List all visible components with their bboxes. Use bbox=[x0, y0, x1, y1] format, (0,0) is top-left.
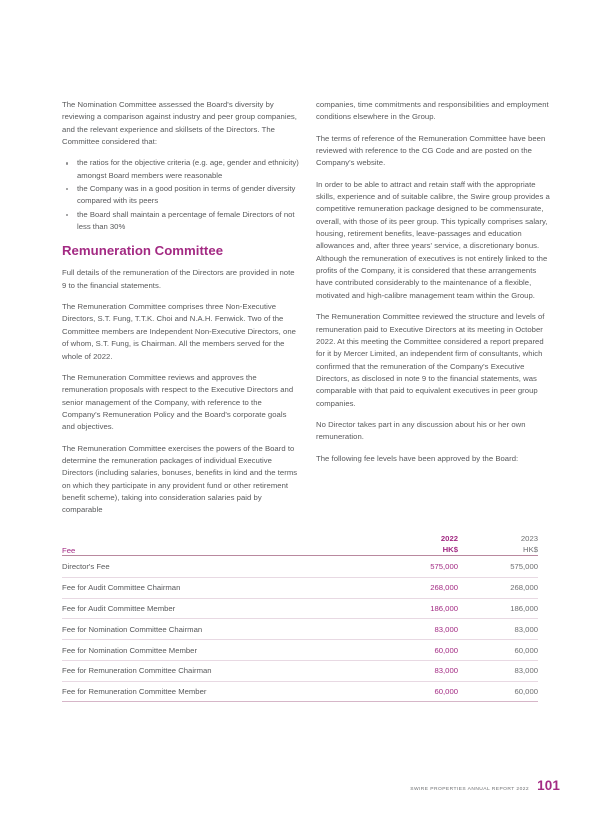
column-header-fee: Fee bbox=[62, 546, 76, 555]
fee-row-2023: 186,000 bbox=[458, 598, 538, 619]
column-header-2023-currency: HK$ bbox=[523, 544, 538, 554]
column-header-2023-year: 2023 bbox=[520, 534, 538, 543]
paragraph-remuneration-package: In order to be able to attract and retain staff with the appropriate skills, experience and of suitable calibre, the Swire group provides a competitive remuneration package designed to be commensurate, overall, with those of its peer group. This typically comprises salary, housing, retirement benefits, leave-passages and education allowances and, after three years' service, a discretionary bonus. Although the remuneration of executives is not entirely linked to the profits of the Company, it is considered that these arrangements have contributed considerably to the maintenance of a flexible, motivated and high-calibre management team within the Group. bbox=[316, 179, 550, 300]
paragraph-continuation-comparable: companies, time commitments and responsibilities and employment conditions elsewhere in the Group. bbox=[316, 100, 549, 122]
list-item: the ratios for the objective criteria (e.g. age, gender and ethnicity) amongst Board members were reasonable bbox=[62, 157, 300, 182]
paragraph-fee-levels-intro: The following fee levels have been approved by the Board: bbox=[316, 453, 519, 463]
fee-row-label: Fee for Audit Committee Member bbox=[62, 598, 366, 619]
columns-container bbox=[62, 99, 550, 517]
paragraph-committee-reviews: The Remuneration Committee reviews and approves the remuneration proposals with respect to the Executive Directors and senior management of the Company, with reference to the Company's Remuneration Policy and the Board's corporate goals and objectives. bbox=[62, 372, 294, 432]
table-row bbox=[62, 640, 538, 661]
fee-table-header-row bbox=[62, 534, 538, 556]
fee-row-2023: 83,000 bbox=[458, 660, 538, 681]
fee-table-head bbox=[62, 534, 538, 557]
fee-table-bottom-rule bbox=[62, 701, 538, 702]
section-heading-remuneration-committee: Remuneration Committee bbox=[62, 243, 224, 259]
column-header-2022-currency: HK$ bbox=[442, 544, 458, 554]
fee-row-label: Fee for Nomination Committee Member bbox=[62, 640, 366, 661]
fee-row-2022: 268,000 bbox=[366, 577, 458, 598]
fee-row-label: Fee for Audit Committee Chairman bbox=[62, 577, 366, 598]
table-row bbox=[62, 660, 538, 681]
fee-row-2022: 83,000 bbox=[366, 660, 458, 681]
fee-row-2022: 60,000 bbox=[434, 687, 458, 697]
paragraph-nomination-intro: The Nomination Committee assessed the Board's diversity by reviewing a comparison against industry and peer group companies, and the relevant experience and skillsets of the Directors. The Committee considered that: bbox=[62, 100, 297, 147]
column-header-2022 bbox=[366, 534, 458, 556]
fee-row-2022: 60,000 bbox=[366, 640, 458, 661]
fee-table-container bbox=[62, 534, 538, 702]
two-column-body bbox=[62, 99, 550, 517]
fee-row-2023: 60,000 bbox=[514, 687, 538, 697]
paragraph-no-director-participation: No Director takes part in any discussion about his or her own remuneration. bbox=[316, 419, 526, 442]
paragraph-mercer-review: The Remuneration Committee reviewed the structure and levels of remuneration paid to Executive Directors at its meeting in October 2022. At this meeting the Committee considered a report prepared for it by Mercer Limited, an independent firm of consultants, which confirmed that the remuneration of the Company's Executive Directors, as disclosed in note 9 to the financial statements, was comparable with that paid to equivalent executives in peer group companies. bbox=[316, 312, 545, 408]
left-column bbox=[62, 99, 300, 517]
table-row bbox=[62, 557, 538, 577]
nomination-findings-list bbox=[62, 157, 300, 233]
paragraph-committee-powers: The Remuneration Committee exercises the powers of the Board to determine the remuneration packages of individual Executive Directors (including salaries, bonuses, benefits in kind and the terms on which they participate in any provident fund or other retirement benefit scheme), taking into consideration salaries paid by comparable bbox=[62, 443, 298, 515]
table-row bbox=[62, 681, 538, 701]
table-row bbox=[62, 619, 538, 640]
list-item: the Company was in a good position in terms of gender diversity compared with its peers bbox=[62, 183, 300, 208]
fee-row-2022: 83,000 bbox=[366, 619, 458, 640]
right-column bbox=[316, 99, 554, 465]
fee-row-2022: 575,000 bbox=[366, 557, 458, 577]
fee-table bbox=[62, 534, 538, 701]
fee-table-body bbox=[62, 557, 538, 701]
column-header-2023 bbox=[458, 534, 538, 556]
fee-row-label: Director's Fee bbox=[62, 557, 366, 577]
fee-row-2023: 268,000 bbox=[458, 577, 538, 598]
page-footer bbox=[62, 779, 560, 793]
fee-row-label: Fee for Nomination Committee Chairman bbox=[62, 619, 366, 640]
fee-row-2023: 83,000 bbox=[458, 619, 538, 640]
footer-running-text: SWIRE PROPERTIES ANNUAL REPORT 2022 bbox=[410, 787, 530, 792]
table-row bbox=[62, 577, 538, 598]
fee-row-2023: 60,000 bbox=[458, 640, 538, 661]
fee-row-2023: 575,000 bbox=[458, 557, 538, 577]
paragraph-terms-of-reference: The terms of reference of the Remuneration Committee have been reviewed with reference to the CG Code and are posted on the Company's website. bbox=[316, 133, 546, 168]
table-row bbox=[62, 598, 538, 619]
fee-row-label: Fee for Remuneration Committee Chairman bbox=[62, 660, 366, 681]
paragraph-committee-composition: The Remuneration Committee comprises three Non-Executive Directors, S.T. Fung, T.T.K. Choi and N.A.H. Fenwick. Two of the Committee members are Independent Non-Executive Directors, one of whom, S.T. Fung, is Chairman. All the members served for the whole of 2022. bbox=[62, 302, 296, 361]
page-number: 101 bbox=[537, 778, 560, 793]
fee-row-2022: 186,000 bbox=[366, 598, 458, 619]
fee-row-label: Fee for Remuneration Committee Member bbox=[62, 687, 207, 697]
paragraph-remuneration-note: Full details of the remuneration of the Directors are provided in note 9 to the financial statements. bbox=[62, 268, 295, 290]
list-item: the Board shall maintain a percentage of female Directors of not less than 30% bbox=[62, 209, 300, 234]
column-header-2022-year: 2022 bbox=[440, 534, 458, 543]
